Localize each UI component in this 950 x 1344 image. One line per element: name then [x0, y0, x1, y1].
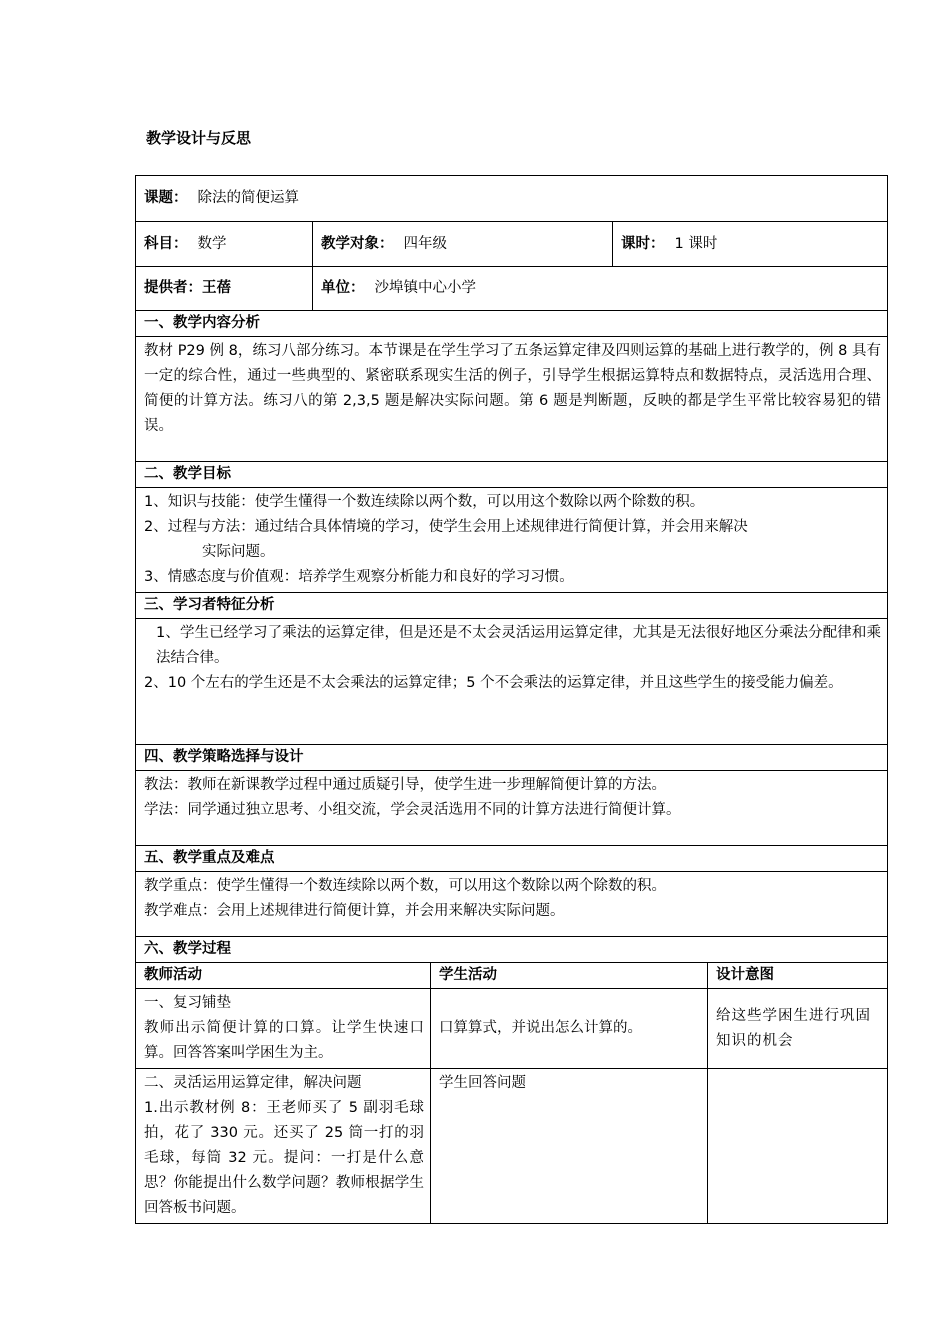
goal-process-continued: 实际问题。: [202, 544, 275, 560]
lesson-plan-table: [135, 175, 888, 1224]
section-content-analysis-body: 教材 P29 例 8，练习八部分练习。本节课是在学生学习了五条运算定律及四则运算的基础上进行教学的，例 8 具有一定的综合性，通过一些典型的、紧密联系现实生活的例子，引导学生根据运算特点和数据特点，灵活选用合理、简便的计算方法。练习八的第 2,3,5 题是解决实际问题。第 6 题是判断题，反映的都是学生平常比较容易犯的错误。: [136, 337, 888, 462]
process-row-1-student: 口算算式，并说出怎么计算的。: [431, 989, 708, 1069]
learners-point-1: 1、学生已经学习了乘法的运算定律，但是还是不太会灵活运用运算定律，尤其是无法很好地区分乘法分配律和乘法结合律。: [156, 625, 882, 666]
topic-cell: [136, 176, 888, 222]
section-strategy-body: [136, 771, 888, 846]
document-title: 教学设计与反思: [146, 129, 252, 147]
difficult-point: 教学难点：会用上述规律进行简便计算，并会用来解决实际问题。: [144, 903, 565, 919]
section-learners-body: [136, 619, 888, 745]
process-row-1-intent: 给这些学困生进行巩固知识的机会: [708, 989, 888, 1069]
unit-value: 沙埠镇中心小学: [374, 280, 476, 296]
column-header-intent: 设计意图: [708, 963, 888, 989]
subject-cell: [136, 222, 313, 267]
section-goals-body: [136, 488, 888, 593]
subject-value: 数学: [197, 235, 227, 252]
unit-cell: [313, 267, 888, 311]
section-goals-title: 二、教学目标: [136, 462, 888, 488]
process-row-2-teacher-title: 二、灵活运用运算定律，解决问题: [144, 1075, 362, 1091]
subject-label: 科目：: [144, 235, 188, 252]
process-row-1-teacher-text: 教师出示简便计算的口算。让学生快速口算。回答答案叫学困生为主。: [144, 1020, 424, 1061]
section-keypoints-body: [136, 872, 888, 937]
process-row-2-teacher: [136, 1069, 431, 1224]
process-row-2-intent: [708, 1069, 888, 1224]
process-row-2-student: 学生回答问题: [431, 1069, 708, 1224]
strategy-teaching: 教法：教师在新课教学过程中通过质疑引导，使学生进一步理解简便计算的方法。: [144, 777, 666, 793]
learners-point-2: 2、10 个左右的学生还是不太会乘法的运算定律；5 个不会乘法的运算定律，并且这些学生的接受能力偏差。: [144, 675, 843, 691]
audience-cell: [313, 222, 613, 267]
goal-knowledge: 1、知识与技能：使学生懂得一个数连续除以两个数，可以用这个数除以两个除数的积。: [144, 494, 705, 510]
goal-process: 2、过程与方法：通过结合具体情境的学习，使学生会用上述规律进行简便计算，并会用来解决: [144, 519, 748, 535]
topic-label: 课题：: [144, 190, 188, 206]
process-row-1-teacher: [136, 989, 431, 1069]
goal-attitude: 3、情感态度与价值观：培养学生观察分析能力和良好的学习习惯。: [144, 569, 574, 585]
column-header-teacher: 教师活动: [136, 963, 431, 989]
audience-label: 教学对象：: [321, 235, 394, 252]
provider-cell: 提供者：王蓓: [136, 267, 313, 311]
key-point: 教学重点：使学生懂得一个数连续除以两个数，可以用这个数除以两个除数的积。: [144, 878, 666, 894]
section-content-analysis-title: 一、教学内容分析: [136, 311, 888, 337]
section-keypoints-title: 五、教学重点及难点: [136, 846, 888, 872]
section-strategy-title: 四、教学策略选择与设计: [136, 745, 888, 771]
topic-value: 除法的简便运算: [197, 190, 299, 206]
column-header-student: 学生活动: [431, 963, 708, 989]
audience-value: 四年级: [403, 235, 447, 252]
section-process-title: 六、教学过程: [136, 937, 888, 963]
strategy-learning: 学法：同学通过独立思考、小组交流，学会灵活选用不同的计算方法进行简便计算。: [144, 802, 681, 818]
section-learners-title: 三、学习者特征分析: [136, 593, 888, 619]
hours-cell: [613, 222, 888, 267]
hours-value: 1 课时: [674, 235, 718, 252]
process-row-1-teacher-title: 一、复习铺垫: [144, 995, 231, 1011]
unit-label: 单位：: [321, 280, 365, 296]
hours-label: 课时：: [621, 235, 665, 252]
process-row-2-teacher-text: 1.出示教材例 8：王老师买了 5 副羽毛球拍，花了 330 元。还买了 25 筒一打的羽毛球，每筒 32 元。提问：一打是什么意思？你能提出什么数学问题？教师根据学生回答板书问题。: [144, 1100, 424, 1216]
